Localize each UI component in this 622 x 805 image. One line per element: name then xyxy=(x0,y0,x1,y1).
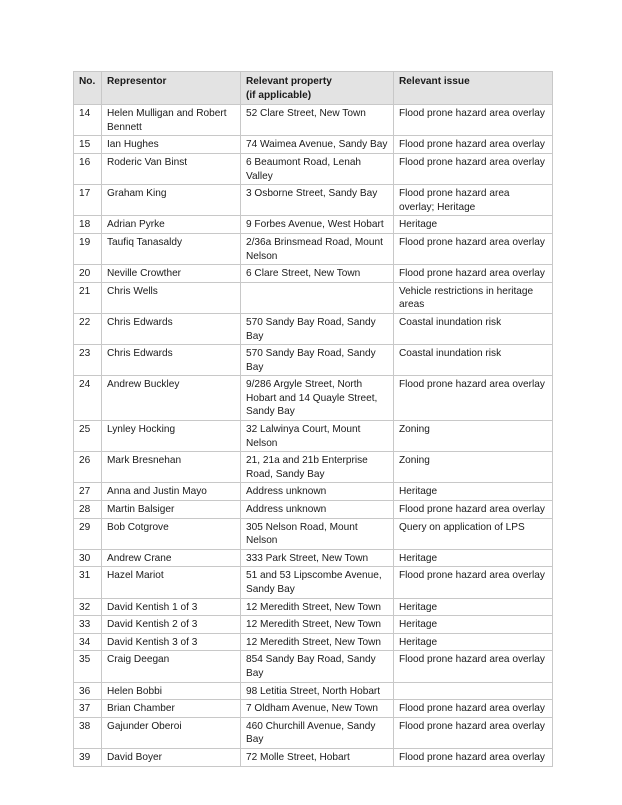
cell-property: 51 and 53 Lipscombe Avenue, Sandy Bay xyxy=(241,567,394,598)
cell-property: 570 Sandy Bay Road, Sandy Bay xyxy=(241,345,394,376)
cell-property: 12 Meredith Street, New Town xyxy=(241,633,394,651)
cell-property: 98 Letitia Street, North Hobart xyxy=(241,682,394,700)
table-row xyxy=(74,682,553,700)
cell-issue: Query on application of LPS xyxy=(394,518,553,549)
table-row xyxy=(74,282,553,313)
table-row xyxy=(74,265,553,283)
cell-issue: Flood prone hazard area overlay xyxy=(394,651,553,682)
cell-property: 9 Forbes Avenue, West Hobart xyxy=(241,216,394,234)
cell-issue: Zoning xyxy=(394,421,553,452)
header-property-line2: (if applicable) xyxy=(246,89,312,101)
cell-representor: Adrian Pyrke xyxy=(102,216,241,234)
cell-no: 36 xyxy=(74,682,102,700)
cell-representor: Graham King xyxy=(102,185,241,216)
cell-issue: Flood prone hazard area overlay xyxy=(394,700,553,718)
cell-no: 39 xyxy=(74,748,102,766)
cell-representor: Chris Edwards xyxy=(102,345,241,376)
header-property xyxy=(241,72,394,105)
cell-representor: Chris Edwards xyxy=(102,313,241,344)
cell-issue: Flood prone hazard area overlay xyxy=(394,105,553,136)
cell-no: 37 xyxy=(74,700,102,718)
cell-representor: Craig Deegan xyxy=(102,651,241,682)
cell-property: 32 Lalwinya Court, Mount Nelson xyxy=(241,421,394,452)
cell-representor: Hazel Mariot xyxy=(102,567,241,598)
header-issue: Relevant issue xyxy=(394,72,553,105)
cell-no: 15 xyxy=(74,136,102,154)
cell-representor: Helen Mulligan and Robert Bennett xyxy=(102,105,241,136)
cell-no: 32 xyxy=(74,598,102,616)
cell-representor: Gajunder Oberoi xyxy=(102,717,241,748)
table-row xyxy=(74,345,553,376)
cell-representor: Bob Cotgrove xyxy=(102,518,241,549)
cell-property: 21, 21a and 21b Enterprise Road, Sandy Bay xyxy=(241,452,394,483)
cell-property: 2/36a Brinsmead Road, Mount Nelson xyxy=(241,233,394,264)
cell-property: 74 Waimea Avenue, Sandy Bay xyxy=(241,136,394,154)
cell-no: 33 xyxy=(74,616,102,634)
table-row xyxy=(74,185,553,216)
cell-issue: Heritage xyxy=(394,633,553,651)
table-row xyxy=(74,216,553,234)
cell-representor: Neville Crowther xyxy=(102,265,241,283)
cell-representor: Chris Wells xyxy=(102,282,241,313)
cell-property: 9/286 Argyle Street, North Hobart and 14 Quayle Street, Sandy Bay xyxy=(241,376,394,421)
cell-representor: Andrew Crane xyxy=(102,549,241,567)
cell-issue: Flood prone hazard area overlay xyxy=(394,748,553,766)
cell-issue: Flood prone hazard area overlay xyxy=(394,376,553,421)
cell-issue: Heritage xyxy=(394,549,553,567)
cell-representor: Mark Bresnehan xyxy=(102,452,241,483)
cell-property: 305 Nelson Road, Mount Nelson xyxy=(241,518,394,549)
table-row xyxy=(74,153,553,184)
cell-representor: Martin Balsiger xyxy=(102,501,241,519)
cell-no: 26 xyxy=(74,452,102,483)
cell-issue: Heritage xyxy=(394,598,553,616)
table-row xyxy=(74,748,553,766)
cell-representor: Ian Hughes xyxy=(102,136,241,154)
table-row xyxy=(74,700,553,718)
cell-property: Address unknown xyxy=(241,501,394,519)
table-row xyxy=(74,313,553,344)
cell-property: 3 Osborne Street, Sandy Bay xyxy=(241,185,394,216)
cell-representor: Brian Chamber xyxy=(102,700,241,718)
cell-no: 23 xyxy=(74,345,102,376)
cell-representor: David Boyer xyxy=(102,748,241,766)
cell-issue: Heritage xyxy=(394,216,553,234)
cell-no: 21 xyxy=(74,282,102,313)
table-row xyxy=(74,483,553,501)
cell-no: 18 xyxy=(74,216,102,234)
table-header-row xyxy=(74,72,553,105)
header-no: No. xyxy=(74,72,102,105)
cell-representor: Anna and Justin Mayo xyxy=(102,483,241,501)
table-body xyxy=(74,105,553,766)
cell-representor: Lynley Hocking xyxy=(102,421,241,452)
header-property-line1: Relevant property xyxy=(246,76,332,87)
table-row xyxy=(74,501,553,519)
cell-issue: Flood prone hazard area overlay xyxy=(394,265,553,283)
cell-no: 16 xyxy=(74,153,102,184)
cell-representor: Taufiq Tanasaldy xyxy=(102,233,241,264)
table-row xyxy=(74,616,553,634)
cell-no: 31 xyxy=(74,567,102,598)
cell-no: 22 xyxy=(74,313,102,344)
cell-property: 12 Meredith Street, New Town xyxy=(241,616,394,634)
cell-no: 14 xyxy=(74,105,102,136)
cell-representor: David Kentish 1 of 3 xyxy=(102,598,241,616)
cell-issue: Flood prone hazard area overlay xyxy=(394,233,553,264)
cell-issue: Zoning xyxy=(394,452,553,483)
cell-issue: Flood prone hazard area overlay xyxy=(394,717,553,748)
table-row xyxy=(74,549,553,567)
table-row xyxy=(74,136,553,154)
cell-issue: Coastal inundation risk xyxy=(394,313,553,344)
cell-representor: Roderic Van Binst xyxy=(102,153,241,184)
cell-property: 52 Clare Street, New Town xyxy=(241,105,394,136)
table-row xyxy=(74,376,553,421)
cell-property: 6 Beaumont Road, Lenah Valley xyxy=(241,153,394,184)
cell-issue: Heritage xyxy=(394,483,553,501)
cell-representor: David Kentish 3 of 3 xyxy=(102,633,241,651)
cell-property: 333 Park Street, New Town xyxy=(241,549,394,567)
cell-no: 27 xyxy=(74,483,102,501)
table-row xyxy=(74,567,553,598)
cell-no: 38 xyxy=(74,717,102,748)
cell-issue: Flood prone hazard area overlay xyxy=(394,567,553,598)
cell-no: 17 xyxy=(74,185,102,216)
table-row xyxy=(74,633,553,651)
table-row xyxy=(74,598,553,616)
table-row xyxy=(74,105,553,136)
cell-property: 6 Clare Street, New Town xyxy=(241,265,394,283)
cell-issue: Flood prone hazard area overlay xyxy=(394,501,553,519)
table-row xyxy=(74,233,553,264)
header-representor: Representor xyxy=(102,72,241,105)
cell-issue: Flood prone hazard area overlay xyxy=(394,136,553,154)
cell-representor: David Kentish 2 of 3 xyxy=(102,616,241,634)
representations-table xyxy=(73,71,553,767)
cell-property: 7 Oldham Avenue, New Town xyxy=(241,700,394,718)
cell-issue: Coastal inundation risk xyxy=(394,345,553,376)
cell-no: 20 xyxy=(74,265,102,283)
cell-issue xyxy=(394,682,553,700)
cell-no: 28 xyxy=(74,501,102,519)
cell-no: 34 xyxy=(74,633,102,651)
cell-no: 25 xyxy=(74,421,102,452)
cell-property: 72 Molle Street, Hobart xyxy=(241,748,394,766)
cell-representor: Helen Bobbi xyxy=(102,682,241,700)
table-row xyxy=(74,717,553,748)
cell-property: 460 Churchill Avenue, Sandy Bay xyxy=(241,717,394,748)
cell-representor: Andrew Buckley xyxy=(102,376,241,421)
cell-no: 19 xyxy=(74,233,102,264)
table-row xyxy=(74,518,553,549)
cell-property xyxy=(241,282,394,313)
cell-issue: Heritage xyxy=(394,616,553,634)
cell-issue: Flood prone hazard area overlay; Heritage xyxy=(394,185,553,216)
cell-no: 29 xyxy=(74,518,102,549)
cell-no: 35 xyxy=(74,651,102,682)
cell-property: 12 Meredith Street, New Town xyxy=(241,598,394,616)
cell-property: Address unknown xyxy=(241,483,394,501)
cell-property: 854 Sandy Bay Road, Sandy Bay xyxy=(241,651,394,682)
cell-issue: Flood prone hazard area overlay xyxy=(394,153,553,184)
table-row xyxy=(74,452,553,483)
cell-issue: Vehicle restrictions in heritage areas xyxy=(394,282,553,313)
table-row xyxy=(74,651,553,682)
cell-property: 570 Sandy Bay Road, Sandy Bay xyxy=(241,313,394,344)
cell-no: 24 xyxy=(74,376,102,421)
table-row xyxy=(74,421,553,452)
cell-no: 30 xyxy=(74,549,102,567)
